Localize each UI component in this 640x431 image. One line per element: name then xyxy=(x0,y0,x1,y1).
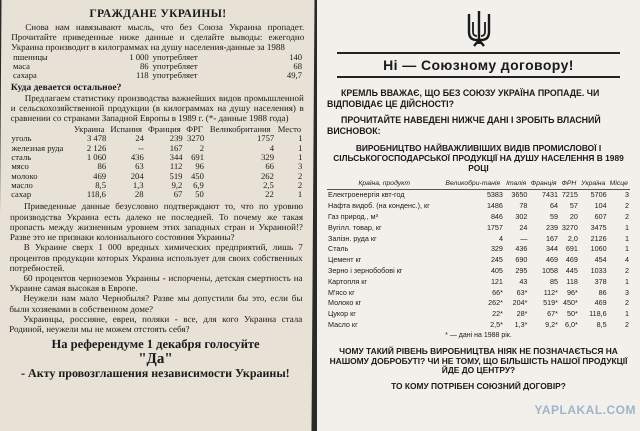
table-row xyxy=(10,181,303,190)
table-cell: 690 xyxy=(515,255,528,265)
table-cell: 1 xyxy=(625,222,629,232)
table-row xyxy=(10,144,303,153)
table-cell: 3650 xyxy=(511,190,528,200)
summary-cell: 49,7 xyxy=(286,70,303,81)
summary-cell: 68 xyxy=(293,60,303,71)
table-cell: 691 xyxy=(191,152,205,162)
table-cell: 1 xyxy=(298,133,303,144)
table-cell: Газ природ., м³ xyxy=(328,211,378,221)
table-cell: 405 xyxy=(490,265,503,275)
table-cell: 4 xyxy=(269,142,275,153)
table-cell: 66 xyxy=(265,161,275,172)
table-cell: 469 xyxy=(545,255,558,265)
table-cell: Залізн. руда кг xyxy=(328,233,377,243)
soil-paragraph: 60 процентов черноземов Украины - испорчены, детская смертность на Украине самая высокая в Европе. xyxy=(9,272,303,294)
table-cell: Цукор кг xyxy=(328,309,356,319)
table-cell: 262* xyxy=(488,298,503,308)
column-header: Испания xyxy=(110,124,143,135)
summary-cell: сахара xyxy=(12,70,37,81)
table-row xyxy=(10,190,303,199)
table-row xyxy=(10,153,303,162)
table-cell: 6,0* xyxy=(565,319,578,329)
table-cell: 86 xyxy=(598,287,607,297)
table-cell: 691 xyxy=(565,244,578,254)
column-header: Країна, продукт xyxy=(327,179,441,190)
leaflet-title: Ні — Союзному договору! xyxy=(337,52,620,78)
table-row xyxy=(327,190,630,201)
table-cell: молоко xyxy=(11,170,38,181)
table-cell: 22* xyxy=(492,309,503,319)
table-cell: 607 xyxy=(594,211,607,221)
table-cell: 28 xyxy=(134,189,144,200)
table-cell: 1 060 xyxy=(86,152,107,162)
table-cell: 5383 xyxy=(486,190,503,200)
conclusion-paragraph: Приведенные данные безусловно подтверждают то, что по уровню производства Украина есть далеко не последней. То почему же такая пропасть между жизненным уровнем этих западных стран и Украиной!? Разве это не признаки колониального состояния Украины? xyxy=(9,201,304,243)
table-cell: 1 xyxy=(625,276,629,286)
production-summary-table xyxy=(11,53,304,81)
table-cell: 118,6 xyxy=(86,189,106,200)
table-cell: 2 126 xyxy=(86,142,107,153)
ukrainian-leaflet xyxy=(317,0,640,431)
trident-emblem-icon xyxy=(466,10,492,48)
column-header: Украина xyxy=(73,124,105,135)
table-cell: 1,3 xyxy=(132,179,144,190)
table-cell: 28* xyxy=(516,309,528,319)
table-cell: 469 xyxy=(565,255,578,265)
table-cell: 3 xyxy=(625,190,629,200)
table-cell: 67 xyxy=(173,189,183,200)
table-cell: 436 xyxy=(515,244,528,254)
russian-leaflet xyxy=(0,0,315,431)
table-cell: 24 xyxy=(135,133,144,144)
table-cell: 7431 xyxy=(541,190,558,200)
read-data-paragraph: ПРОЧИТАЙТЕ НАВЕДЕНІ НИЖЧЕ ДАНІ І ЗРОБІТЬ ВЛАСНИЙ ВИСНОВОК: xyxy=(327,115,601,136)
table-cell: 2126 xyxy=(590,233,607,243)
table-cell: 1 xyxy=(298,152,303,162)
summary-cell: 86 xyxy=(139,60,149,71)
table-row xyxy=(327,298,630,309)
table-cell: уголь xyxy=(11,133,32,144)
table-cell: 378 xyxy=(594,276,607,286)
summary-cell: употребляет xyxy=(152,51,198,62)
table-cell: 1 xyxy=(625,309,629,319)
leaflet-title: ГРАЖДАНЕ УКРАИНЫ! xyxy=(89,8,227,20)
table-cell: 112 xyxy=(169,161,183,172)
site-watermark: YAPLAKAL.COM xyxy=(534,403,636,417)
table-cell: 22 xyxy=(265,189,274,200)
column-header: Україна xyxy=(579,179,608,190)
europe-comparison-table xyxy=(10,125,304,199)
table-cell: 454 xyxy=(594,255,607,265)
table-cell: Нафта видоб. (на конденс.), кг xyxy=(328,201,430,211)
column-header: ФРН xyxy=(559,179,579,190)
column-header: Великобри-танія xyxy=(441,179,503,190)
table-cell: Електроенергія квт-год xyxy=(328,190,405,200)
table-cell: 7215 xyxy=(561,190,578,200)
peoples-paragraph: Украинцы, россияне, евреи, поляки - все, для кого Украина стала Родиной, неужели мы не можем отстоять себя? xyxy=(9,313,303,334)
summary-cell: 1 000 xyxy=(129,51,149,62)
table-cell: 450* xyxy=(563,298,578,308)
table-cell: 1486 xyxy=(486,201,503,211)
table-cell: М'ясо кг xyxy=(328,287,355,297)
table-cell: 1 xyxy=(298,142,303,153)
table-cell: 96 xyxy=(195,161,205,172)
table-row xyxy=(327,309,630,320)
table-cell: 3270 xyxy=(561,222,578,232)
table-cell: 1058 xyxy=(541,265,558,275)
production-table-heading: ВИРОБНИЦТВО НАЙВАЖЛИВІШИХ ВИДІВ ПРОМИСЛОВОЇ І СІЛЬСЬКОГОСПОДАРСЬКОЇ ПРОДУКЦІЇ НА ДУШУ НАСЕЛЕННЯ В 1989 РОЦІ xyxy=(333,143,624,173)
table-row xyxy=(327,234,630,245)
table-cell: 86 xyxy=(97,161,107,172)
table-row xyxy=(11,71,304,80)
table-row xyxy=(327,223,630,234)
table-cell: 3 xyxy=(625,287,629,297)
table-cell: 4 xyxy=(625,255,629,265)
welfare-question: ЧОМУ ТАКИЙ РІВЕНЬ ВИРОБНИЦТВА НІЯК НЕ ПОЗНАЧАЄТЬСЯ НА НАШОМУ ДОБРОБУТІ? ЧИ НЕ ТОМУ, ЩО БІЛЬШІСТЬ НАШОЇ ПРОДУКЦІЇ ЙДЕ ДО ЦЕНТРУ? xyxy=(329,345,628,376)
table-cell: 9,2 xyxy=(171,179,183,190)
column-header: Франция xyxy=(148,124,181,135)
table-cell: 469 xyxy=(93,170,107,181)
table-cell: 64 xyxy=(549,201,558,211)
table-cell: железная руда xyxy=(11,142,64,153)
table-cell: Масло кг xyxy=(328,319,358,329)
table-row xyxy=(327,320,630,331)
table-cell: сталь xyxy=(11,152,32,162)
table-cell: 5706 xyxy=(590,190,607,200)
table-row xyxy=(327,244,630,255)
table-cell: 469 xyxy=(594,298,607,308)
summary-cell: употребляет xyxy=(152,70,198,81)
table-cell: 2 xyxy=(625,211,629,221)
table-row xyxy=(327,266,630,277)
table-row xyxy=(327,212,630,223)
table-cell: 3 478 xyxy=(86,133,107,144)
table-cell: 118 xyxy=(566,276,578,286)
table-cell: 167 xyxy=(545,233,558,243)
table-cell: 239 xyxy=(545,222,558,232)
summary-cell: 140 xyxy=(289,51,303,62)
table-cell: 66* xyxy=(492,287,503,297)
table-cell: 2,0 xyxy=(567,233,578,243)
independence-slogan: - Акту провозглашения независимости Украины! xyxy=(21,366,290,381)
table-cell: 96* xyxy=(567,287,578,297)
question-heading: Куда девается остальное? xyxy=(10,82,122,93)
table-cell: 63 xyxy=(135,161,144,172)
referendum-call: На референдуме 1 декабря голосуйте xyxy=(51,337,260,352)
table-cell: 4 xyxy=(498,233,503,243)
table-row xyxy=(10,172,303,181)
table-cell: 519* xyxy=(543,298,558,308)
table-cell: Сталь xyxy=(328,244,349,254)
table-cell: 2,5* xyxy=(490,319,503,329)
table-cell: сахар xyxy=(11,189,32,200)
table-row xyxy=(327,288,630,299)
table-cell: Цемент кг xyxy=(328,255,362,265)
table-cell: 245 xyxy=(490,255,503,265)
table-cell: 1757 xyxy=(256,133,275,144)
table-cell: 2 xyxy=(625,298,629,308)
table-cell: 1 xyxy=(297,189,303,200)
table-cell: 204* xyxy=(512,298,528,308)
union-treaty-question: ТО КОМУ ПОТРІБЕН СОЮЗНИЙ ДОГОВІР? xyxy=(391,381,566,392)
table-cell: 85 xyxy=(549,276,558,286)
table-cell: 1060 xyxy=(590,244,607,254)
table-cell: масло xyxy=(11,179,33,190)
table-cell: 43 xyxy=(519,276,528,286)
table-cell: 63* xyxy=(516,287,528,297)
table-cell: 2 xyxy=(199,142,205,153)
table-cell: 846 xyxy=(490,211,503,221)
column-header: Місце xyxy=(608,179,630,190)
table-cell: -- xyxy=(138,142,144,153)
table-cell: 302 xyxy=(515,211,528,221)
table-cell: 2,5 xyxy=(263,179,274,190)
table-cell: 104 xyxy=(594,201,607,211)
statistics-paragraph: Предлагаем статистику производства важнейших видов промышленной и сельскохозяйственной продукции (в килограммах на душу населения) в сравнении со странами Западной Европы в 1989 г. (*- данные 1988 года) xyxy=(10,92,304,123)
column-header: Место xyxy=(277,124,302,135)
table-cell: 295 xyxy=(515,265,528,275)
intro-paragraph: Снова нам навязывают мысль, что без Союза Украина пропадет. Прочитайте приведенные ниже данные и сделайте выводы: ежегодно Украина производит в килограммах на душу населения-данные за 1988 xyxy=(11,22,305,53)
table-cell: 445 xyxy=(565,265,578,275)
table-cell: 67* xyxy=(547,309,558,319)
table-cell: 112* xyxy=(543,287,558,297)
table-cell: 1 xyxy=(625,244,629,254)
table-row xyxy=(327,201,630,212)
table-cell: 1033 xyxy=(590,265,607,275)
table-row xyxy=(10,162,303,171)
column-header: Італія xyxy=(504,179,528,190)
table-cell: — xyxy=(520,233,528,243)
table-row xyxy=(327,255,630,266)
table-cell: 2 xyxy=(625,201,629,211)
column-header: Великобритания xyxy=(209,124,271,135)
table-cell: Картопля кг xyxy=(328,276,367,286)
summary-cell: 118 xyxy=(135,70,149,81)
table-cell: 9,2* xyxy=(545,319,558,329)
table-cell: 3270 xyxy=(186,133,205,144)
chemical-paragraph: В Украине сверх 1 000 вредных химических предприятий, лишь 7 процентов продукции которых Украина использует для своих собственных потребностей. xyxy=(9,242,303,273)
table-cell: 344 xyxy=(545,244,558,254)
yes-vote: "Да" xyxy=(138,351,173,368)
table-cell: Вугілл. товар, кг xyxy=(328,222,382,232)
table-cell: 1 xyxy=(625,233,629,243)
table-cell: 3475 xyxy=(590,222,607,232)
table-cell: 204 xyxy=(130,170,144,181)
table-cell: 519 xyxy=(169,170,183,181)
table-cell: 78 xyxy=(519,201,528,211)
table-cell: мясо xyxy=(11,161,29,172)
table-cell: 59 xyxy=(549,211,558,221)
table-cell: 3 xyxy=(298,161,303,172)
summary-cell: пшеницы xyxy=(13,51,48,62)
table-cell: 2 xyxy=(297,170,303,181)
kremlin-paragraph: КРЕМЛЬ ВВАЖАЄ, ЩО БЕЗ СОЮЗУ УКРАЇНА ПРОПАДЕ. ЧИ ВІДПОВІДАЄ ЦЕ ДІЙСНОСТІ? xyxy=(327,88,600,109)
table-cell: 8,5 xyxy=(596,319,607,329)
summary-cell: употребляет xyxy=(152,60,198,71)
table-cell: 329 xyxy=(261,152,275,162)
table-cell: 8,5 xyxy=(95,179,107,190)
table-cell: 2 xyxy=(625,265,629,275)
table-cell: 1,3* xyxy=(514,319,528,329)
table-cell: 50* xyxy=(567,309,578,319)
table-cell: 262 xyxy=(260,170,274,181)
table-cell: Зерно і зернобобові кг xyxy=(328,265,403,275)
table-cell: Молоко кг xyxy=(328,298,362,308)
table-cell: 2 xyxy=(625,319,629,329)
table-cell: 1757 xyxy=(486,222,503,232)
chernobyl-paragraph: Неужели нам мало Чернобыля? Разве мы допустили бы это, если бы были хозяевами в собственном доме? xyxy=(9,293,303,314)
table-cell: 344 xyxy=(169,152,183,162)
table-cell: 20 xyxy=(569,211,578,221)
table-cell: 118,6 xyxy=(589,309,607,319)
table-cell: 436 xyxy=(130,152,144,162)
summary-cell: маса xyxy=(13,60,31,71)
table-cell: 24 xyxy=(519,222,528,232)
table-row xyxy=(327,277,630,288)
table-cell: 239 xyxy=(169,133,183,144)
column-header: ФРГ xyxy=(186,124,203,135)
table-cell: 121 xyxy=(490,276,503,286)
table-cell: 57 xyxy=(569,201,578,211)
table-cell: 167 xyxy=(169,142,183,153)
table-cell: 50 xyxy=(195,189,204,200)
table-footnote: * — дані на 1988 рік. xyxy=(445,331,512,339)
table-cell: 2 xyxy=(297,179,303,190)
table-cell: 329 xyxy=(490,244,503,254)
table-cell: 6,9 xyxy=(193,179,204,190)
column-header: Франція xyxy=(528,179,559,190)
table-cell: 450 xyxy=(190,170,204,181)
production-per-capita-table xyxy=(327,179,630,330)
